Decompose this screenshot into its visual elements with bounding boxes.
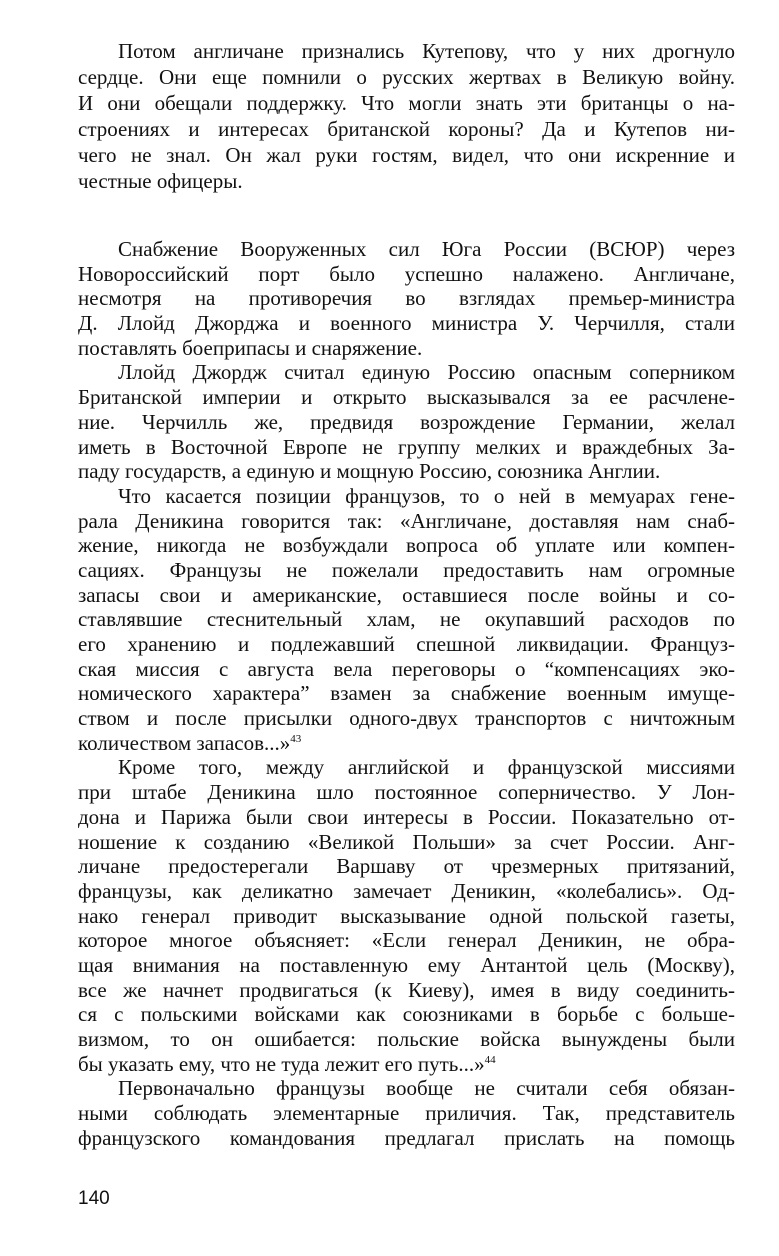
line-text: Д. Ллойд Джорджа и военного министра У. Черчилля, стали — [78, 311, 735, 336]
text-line — [78, 286, 735, 311]
line-text: количеством запасов...» — [78, 730, 291, 755]
text-line — [78, 558, 735, 583]
text-line — [78, 953, 735, 978]
paragraph — [78, 38, 735, 194]
line-text: Потом англичане признались Кутепову, что у них дрогнуло — [118, 39, 735, 63]
text-line — [78, 142, 735, 168]
text-line — [78, 360, 735, 385]
text-line — [78, 64, 735, 90]
line-text: при штабе Деникина шло постоянное соперничество. У Лон- — [78, 780, 735, 805]
line-text: дона и Парижа были свои интересы в России. Показательно от- — [78, 804, 735, 829]
line-text: Снабжение Вооруженных сил Юга России (ВСЮР) через — [118, 237, 735, 261]
line-text: Британской империи и открыто высказывался за ее расчлене- — [78, 385, 735, 410]
text-line — [78, 731, 735, 756]
line-text: Что касается позиции французов, то о ней в мемуарах гене- — [118, 483, 735, 508]
text-line — [78, 262, 735, 287]
text-line — [78, 533, 735, 558]
line-text: ством и после присылки одного-двух транспортов с ничтожным — [78, 706, 735, 731]
text-line — [78, 385, 735, 410]
text-line — [78, 116, 735, 142]
line-text: рала Деникина говорится так: «Англичане, доставляя нам снаб- — [78, 508, 735, 533]
line-text: его хранению и подлежавший спешной ликвидации. Француз- — [78, 632, 735, 656]
line-text: французы, как деликатно замечает Деникин, «колебались». Од- — [78, 878, 735, 903]
text-line — [78, 509, 735, 534]
text-line — [78, 38, 735, 64]
line-text: сациях. Французы не пожелали предоставить нам огромные — [78, 557, 735, 582]
line-text: сердце. Они еще помнили о русских жертвах в Великую войну. — [78, 65, 735, 89]
line-text: чего не знал. Он жал руки гостям, видел, что они искренние и — [78, 143, 735, 167]
line-text: строениях и интересах британской короны? Да и Кутепов ни- — [78, 117, 735, 141]
text-line — [78, 168, 735, 194]
line-text: ся с польскими войсками как союзниками в борьбе с больше- — [78, 1002, 735, 1027]
text-line — [78, 978, 735, 1003]
paragraph — [78, 237, 735, 360]
line-text: И они обещали поддержку. Что могли знать эти британцы о на- — [78, 91, 735, 115]
text-line — [78, 830, 735, 855]
line-text: жение, никогда не возбуждали вопроса об уплате или компен- — [78, 533, 735, 558]
text-line — [78, 607, 735, 632]
line-text: ние. Черчилль же, предвидя возрождение Германии, желал — [78, 409, 735, 434]
paragraph — [78, 360, 735, 483]
text-line — [78, 928, 735, 953]
line-text: Первоначально французы вообще не считали себя обязан- — [118, 1076, 735, 1101]
paragraph — [78, 1076, 735, 1150]
line-text: ными соблюдать элементарные приличия. Так, представитель — [78, 1101, 735, 1126]
line-text: щая внимания на поставленную ему Антантой цель (Москву), — [78, 952, 735, 977]
paragraph — [78, 755, 735, 1076]
text-section-2 — [78, 237, 735, 1150]
text-line — [78, 311, 735, 336]
text-line — [78, 410, 735, 435]
text-line — [78, 459, 735, 484]
text-line — [78, 632, 735, 657]
text-line — [78, 237, 735, 262]
text-line — [78, 1002, 735, 1027]
text-line — [78, 435, 735, 460]
text-line — [78, 1027, 735, 1052]
text-line — [78, 879, 735, 904]
text-line — [78, 484, 735, 509]
text-line — [78, 657, 735, 682]
line-text: бы указать ему, что не туда лежит его путь...» — [78, 1051, 485, 1076]
text-line — [78, 1052, 735, 1077]
footnote-reference: 43 — [290, 732, 302, 745]
paragraph — [78, 484, 735, 756]
line-text: ставлявшие стеснительный хлам, не окупавший расходов по — [78, 607, 735, 632]
text-line — [78, 681, 735, 706]
text-line — [78, 706, 735, 731]
line-text: ская миссия с августа вела переговоры о “компенсациях эко- — [78, 656, 735, 681]
page-number: 140 — [78, 1188, 110, 1209]
footnote-reference: 44 — [484, 1053, 496, 1066]
line-text: которое многое объясняет: «Если генерал Деникин, не обра- — [78, 928, 735, 953]
line-text: честные офицеры. — [78, 169, 243, 193]
text-line — [78, 1126, 735, 1151]
text-line — [78, 755, 735, 780]
line-text: все же начнет продвигаться (к Киеву), имея в виду соединить- — [78, 977, 735, 1002]
line-text: номического характера” взамен за снабжение военным имуще- — [78, 681, 735, 706]
line-text: французского командования предлагал прислать на помощь — [78, 1125, 735, 1150]
line-text: запасы свои и американские, оставшиеся после войны и со- — [78, 582, 735, 607]
line-text: нако генерал приводит высказывание одной польской газеты, — [78, 903, 735, 928]
text-line — [78, 854, 735, 879]
line-text: несмотря на противоречия во взглядах премьер-министра — [78, 286, 735, 311]
line-text: Кроме того, между английской и французской миссиями — [118, 755, 735, 780]
line-text: Ллойд Джордж считал единую Россию опасным соперником — [118, 360, 735, 385]
text-line — [78, 805, 735, 830]
line-text: паду государств, а единую и мощную Россию, союзника Англии. — [78, 459, 661, 484]
line-text: визмом, то он ошибается: польские войска вынуждены были — [78, 1027, 735, 1051]
line-text: Новороссийский порт было успешно налажено. Англичане, — [78, 261, 735, 286]
text-section-1 — [78, 38, 735, 194]
line-text: поставлять боеприпасы и снаряжение. — [78, 335, 423, 360]
text-line — [78, 336, 735, 361]
line-text: личане предостерегали Варшаву от чрезмерных притязаний, — [78, 854, 735, 879]
text-line — [78, 780, 735, 805]
text-line — [78, 1101, 735, 1126]
line-text: иметь в Восточной Европе не группу мелких и враждебных За- — [78, 434, 735, 459]
text-line — [78, 1076, 735, 1101]
text-line — [78, 904, 735, 929]
text-line — [78, 583, 735, 608]
line-text: ношение к созданию «Великой Польши» за счет России. Анг- — [78, 829, 735, 854]
text-line — [78, 90, 735, 116]
